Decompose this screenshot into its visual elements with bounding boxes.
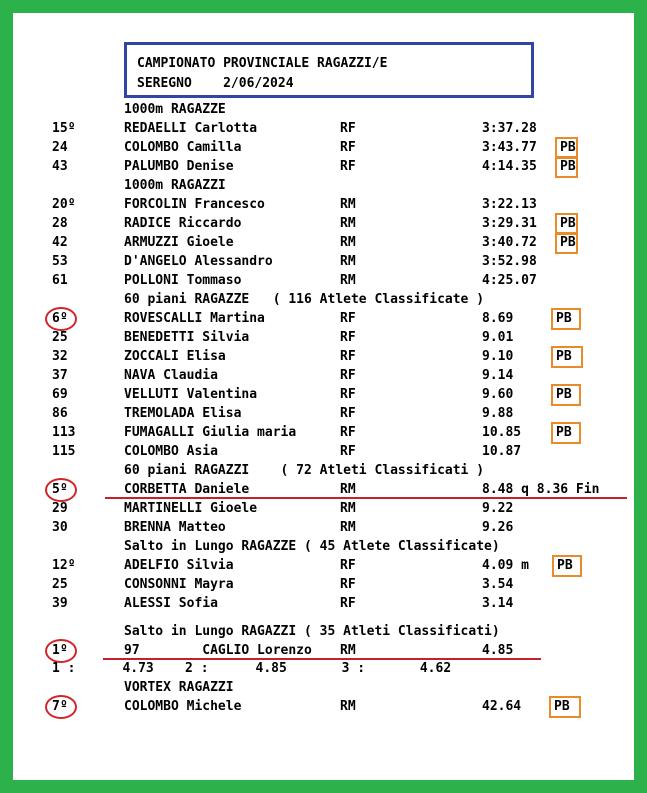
athlete-name: POLLONI Tommaso <box>124 273 242 288</box>
place-highlight-circle <box>45 307 77 331</box>
category-cell: RF <box>340 159 356 174</box>
place-cell: 37 <box>52 368 68 383</box>
category-cell: RF <box>340 558 356 573</box>
result-cell: 3.14 <box>482 596 514 611</box>
pb-badge: PB <box>555 213 578 235</box>
athlete-name: ARMUZZI Gioele <box>124 235 234 250</box>
place-cell: 30 <box>52 520 68 535</box>
category-cell: RF <box>340 406 356 421</box>
category-cell: RF <box>340 140 356 155</box>
place-cell: 20º <box>52 197 76 212</box>
category-cell: RF <box>340 330 356 345</box>
result-cell: 9.88 <box>482 406 514 421</box>
place-cell: 69 <box>52 387 68 402</box>
result-cell: 4.85 <box>482 643 514 658</box>
category-cell: RM <box>340 273 356 288</box>
place-cell: 6º <box>52 311 68 326</box>
athlete-name: VELLUTI Valentina <box>124 387 258 402</box>
category-cell: RF <box>340 349 356 364</box>
category-cell: RM <box>340 482 356 497</box>
athlete-name: COLOMBO Asia <box>124 444 218 459</box>
result-cell: 8.48 q 8.36 Fin <box>482 482 600 497</box>
athlete-name: RADICE Riccardo <box>124 216 242 231</box>
athlete-name: TREMOLADA Elisa <box>124 406 242 421</box>
place-cell: 39 <box>52 596 68 611</box>
pb-badge: PB <box>555 156 578 178</box>
athlete-name: COLOMBO Camilla <box>124 140 242 155</box>
place-cell: 32 <box>52 349 68 364</box>
athlete-name: ROVESCALLI Martina <box>124 311 265 326</box>
athlete-name: CONSONNI Mayra <box>124 577 234 592</box>
event-heading: 60 piani RAGAZZE ( 116 Atlete Classificate ) <box>124 292 485 307</box>
pb-badge: PB <box>551 346 583 368</box>
athlete-name: PALUMBO Denise <box>124 159 234 174</box>
place-cell: 24 <box>52 140 68 155</box>
place-cell: 115 <box>52 444 76 459</box>
pb-badge: PB <box>551 422 581 444</box>
category-cell: RF <box>340 387 356 402</box>
event-heading: 60 piani RAGAZZI ( 72 Atleti Classificati ) <box>124 463 485 478</box>
athlete-name: FORCOLIN Francesco <box>124 197 265 212</box>
event-heading: VORTEX RAGAZZI <box>124 680 234 695</box>
athlete-name: D'ANGELO Alessandro <box>124 254 273 269</box>
place-cell: 86 <box>52 406 68 421</box>
category-cell: RF <box>340 577 356 592</box>
result-cell: 8.69 <box>482 311 514 326</box>
athlete-name: ZOCCALI Elisa <box>124 349 226 364</box>
place-cell: 42 <box>52 235 68 250</box>
category-cell: RF <box>340 368 356 383</box>
result-cell: 9.01 <box>482 330 514 345</box>
result-cell: 3:52.98 <box>482 254 537 269</box>
event-heading: Salto in Lungo RAGAZZI ( 35 Atleti Classificati) <box>124 624 500 639</box>
place-cell: 113 <box>52 425 76 440</box>
event-heading: 1000m RAGAZZI <box>124 178 226 193</box>
place-cell: 15º <box>52 121 76 136</box>
athlete-name: COLOMBO Michele <box>124 699 242 714</box>
place-cell: 61 <box>52 273 68 288</box>
athlete-name: BENEDETTI Silvia <box>124 330 250 345</box>
athlete-name: FUMAGALLI Giulia maria <box>124 425 297 440</box>
pb-badge: PB <box>555 232 578 254</box>
result-cell: 9.10 <box>482 349 514 364</box>
result-cell: 10.87 <box>482 444 522 459</box>
result-cell: 3:22.13 <box>482 197 537 212</box>
result-cell: 10.85 <box>482 425 522 440</box>
red-underline <box>105 497 627 499</box>
place-cell: 1º <box>52 643 68 658</box>
result-cell: 9.60 <box>482 387 514 402</box>
place-cell: 25 <box>52 330 68 345</box>
pb-badge: PB <box>549 696 581 718</box>
athlete-name: NAVA Claudia <box>124 368 218 383</box>
place-highlight-circle <box>45 478 77 502</box>
result-cell: 4.09 m <box>482 558 529 573</box>
place-cell: 29 <box>52 501 68 516</box>
category-cell: RF <box>340 311 356 326</box>
category-cell: RF <box>340 596 356 611</box>
athlete-name: ADELFIO Silvia <box>124 558 234 573</box>
place-highlight-circle <box>45 695 77 719</box>
place-cell: 53 <box>52 254 68 269</box>
title-line-2: SEREGNO 2/06/2024 <box>137 76 294 91</box>
event-heading: 1000m RAGAZZE <box>124 102 226 117</box>
category-cell: RM <box>340 254 356 269</box>
category-cell: RF <box>340 121 356 136</box>
result-cell: 3.54 <box>482 577 514 592</box>
pb-badge: PB <box>555 137 578 159</box>
athlete-name: BRENNA Matteo <box>124 520 226 535</box>
category-cell: RF <box>340 444 356 459</box>
category-cell: RM <box>340 520 356 535</box>
result-cell: 4:14.35 <box>482 159 537 174</box>
place-cell: 12º <box>52 558 76 573</box>
category-cell: RM <box>340 643 356 658</box>
athlete-name: MARTINELLI Gioele <box>124 501 258 516</box>
place-highlight-circle <box>45 639 77 663</box>
result-cell: 3:29.31 <box>482 216 537 231</box>
result-cell: 9.22 <box>482 501 514 516</box>
place-cell: 43 <box>52 159 68 174</box>
title-line-1: CAMPIONATO PROVINCIALE RAGAZZI/E <box>137 56 388 71</box>
result-cell: 9.14 <box>482 368 514 383</box>
place-cell: 25 <box>52 577 68 592</box>
result-cell: 42.64 <box>482 699 522 714</box>
category-cell: RM <box>340 501 356 516</box>
category-cell: RM <box>340 699 356 714</box>
result-cell: 3:43.77 <box>482 140 537 155</box>
result-cell: 4:25.07 <box>482 273 537 288</box>
result-cell: 3:40.72 <box>482 235 537 250</box>
jump-attempts: 1 : 4.73 2 : 4.85 3 : 4.62 <box>52 661 452 676</box>
category-cell: RM <box>340 216 356 231</box>
result-cell: 9.26 <box>482 520 514 535</box>
category-cell: RM <box>340 197 356 212</box>
pb-badge: PB <box>551 384 581 406</box>
athlete-name: 97 CAGLIO Lorenzo <box>124 643 312 658</box>
place-cell: 7º <box>52 699 68 714</box>
athlete-name: CORBETTA Daniele <box>124 482 250 497</box>
athlete-name: REDAELLI Carlotta <box>124 121 258 136</box>
result-cell: 3:37.28 <box>482 121 537 136</box>
category-cell: RM <box>340 235 356 250</box>
category-cell: RF <box>340 425 356 440</box>
pb-badge: PB <box>551 308 581 330</box>
pb-badge: PB <box>552 555 582 577</box>
event-heading: Salto in Lungo RAGAZZE ( 45 Atlete Classificate) <box>124 539 500 554</box>
athlete-name: ALESSI Sofia <box>124 596 218 611</box>
red-underline <box>103 658 541 660</box>
place-cell: 28 <box>52 216 68 231</box>
place-cell: 5º <box>52 482 68 497</box>
